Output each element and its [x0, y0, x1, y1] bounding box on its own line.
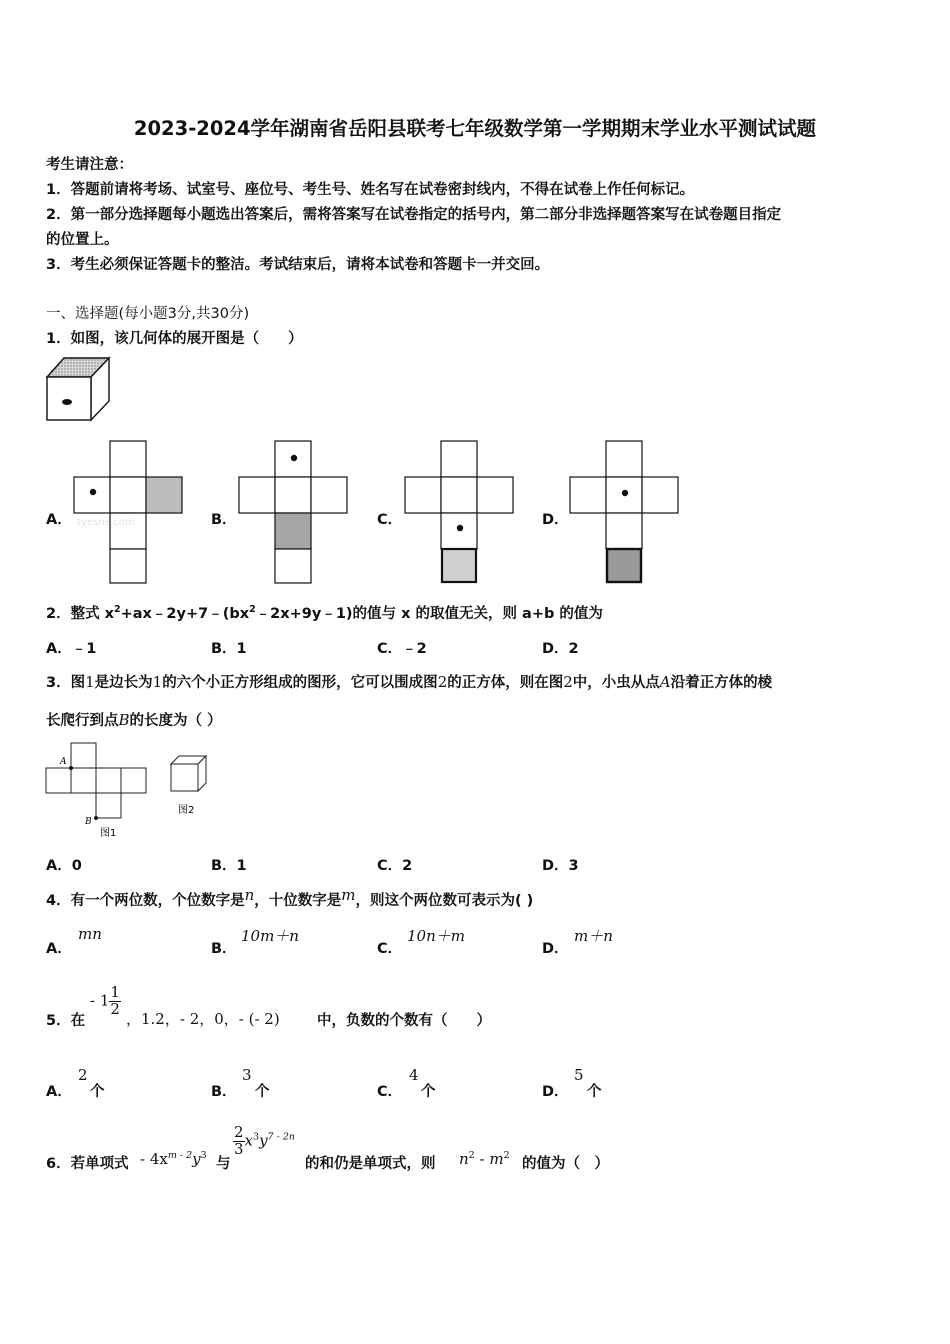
q5-option-c-label[interactable]: C． [377, 1084, 403, 1100]
notice-item-3: 3．考生必须保证答题卡的整洁。考试结束后，请将本试卷和答题卡一并交回。 [46, 257, 550, 273]
page-title: 2023-2024学年湖南省岳阳县联考七年级数学第一学期期末学业水平测试试题 [133, 117, 817, 140]
notice-item-2-cont: 的位置上。 [46, 232, 119, 248]
q5-option-c-num[interactable]: 4 [409, 1066, 419, 1084]
q5-mixed-number: - 1 $\frac{1}{2}$ [90, 983, 120, 1018]
q4-option-d-label[interactable]: D． [542, 941, 569, 957]
q2-option-d[interactable]: D．2 [542, 641, 579, 657]
q6-stem-suffix: 的值为（ ） [522, 1156, 609, 1172]
q5-option-b-num[interactable]: 3 [242, 1066, 252, 1084]
q3-option-a[interactable]: A．0 [46, 858, 82, 874]
q5-option-a-unit: 个 [90, 1084, 105, 1100]
q2-option-a[interactable]: A．﹣1 [46, 641, 97, 657]
q4-option-a-expr[interactable]: mn [78, 925, 102, 943]
q2-option-b[interactable]: B．1 [211, 641, 247, 657]
q5-option-d-label[interactable]: D． [542, 1084, 569, 1100]
q1-option-a-label[interactable]: A． [46, 512, 72, 528]
q3-fig1-label: 图1 [100, 828, 117, 839]
q4-option-d-expr[interactable]: m＋n [574, 927, 613, 945]
notice-item-2: 2．第一部分选择题每小题选出答案后，需将答案写在试卷指定的括号内，第二部分非选择题答案写在试卷题目指定 [46, 207, 782, 223]
q6-term-1: - $4x^{m - 2}y^3$ [140, 1150, 207, 1168]
q3-stem-line2: 长爬行到点B的长度为（ ） [46, 711, 222, 729]
q6-term-2: $\frac{2}{3}$ $x^3y^{7 - 2n}$ [234, 1123, 296, 1158]
q6-expression: $n^2 - m^2$ [459, 1150, 510, 1168]
q1-option-c-label[interactable]: C． [377, 512, 403, 528]
q6-stem-prefix: 6．若单项式 [46, 1156, 129, 1172]
q1-stem: 1．如图，该几何体的展开图是（ ） [46, 331, 303, 347]
q6-stem-middle: 的和仍是单项式，则 [305, 1156, 436, 1172]
q4-option-b-label[interactable]: B． [211, 941, 237, 957]
q1-option-d-net[interactable] [570, 440, 678, 584]
q3-option-c[interactable]: C．2 [377, 858, 413, 874]
q4-option-c-label[interactable]: C． [377, 941, 403, 957]
q5-option-c-unit: 个 [421, 1084, 436, 1100]
q1-option-b-net[interactable] [239, 440, 347, 584]
q5-option-d-num[interactable]: 5 [574, 1066, 584, 1084]
q1-option-a-net[interactable] [74, 440, 182, 584]
q2-stem: 2．整式 $x^2+ax﹣2y+7﹣(bx^2﹣2x+9y﹣1)$的值与 x 的取值无关，则 a+b 的值为 [46, 604, 603, 622]
q1-watermark: zyesns.com [76, 517, 135, 528]
q3-figure-1 [46, 742, 150, 840]
q3-figure-2 [170, 755, 210, 820]
q5-option-b-unit: 个 [255, 1084, 270, 1100]
notice-item-1: 1．答题前请将考场、试室号、座位号、考生号、姓名写在试卷密封线内，不得在试卷上作任何标记。 [46, 182, 695, 198]
q3-option-b[interactable]: B．1 [211, 858, 247, 874]
q4-option-a-label[interactable]: A． [46, 941, 72, 957]
q4-option-b-expr[interactable]: 10m＋n [241, 927, 299, 945]
q5-option-b-label[interactable]: B． [211, 1084, 237, 1100]
q1-option-b-label[interactable]: B． [211, 512, 237, 528]
q3-fig2-label: 图2 [178, 805, 195, 816]
q3-point-b: B [85, 817, 92, 827]
q6-with: 与 [216, 1156, 231, 1172]
q1-option-c-net[interactable] [405, 440, 513, 584]
q1-cube-figure [46, 356, 110, 422]
q5-stem-prefix: 5．在 [46, 1013, 86, 1029]
q4-stem: 4．有一个两位数，个位数字是n，十位数字是m，则这个两位数可表示为( ) [46, 886, 534, 909]
q5-stem-suffix: 中，负数的个数有（ ） [317, 1013, 491, 1029]
q3-stem-line1: 3．图1是边长为1的六个小正方形组成的图形，它可以围成图2的正方体，则在图2中，小虫从点A沿着正方体的棱 [46, 673, 773, 691]
q1-option-d-label[interactable]: D． [542, 512, 569, 528]
section-heading: 一、选择题(每小题3分,共30分) [46, 306, 250, 322]
q5-option-d-unit: 个 [587, 1084, 602, 1100]
q4-option-c-expr[interactable]: 10n＋m [407, 927, 465, 945]
notice-heading: 考生请注意： [46, 157, 133, 173]
q5-option-a-label[interactable]: A． [46, 1084, 72, 1100]
q3-point-a: A [60, 757, 67, 767]
q5-option-a-num[interactable]: 2 [78, 1066, 88, 1084]
q2-option-c[interactable]: C．﹣2 [377, 641, 427, 657]
q5-number-list: ，1.2，- 2，0，- (- 2) [126, 1010, 280, 1028]
q3-option-d[interactable]: D．3 [542, 858, 579, 874]
